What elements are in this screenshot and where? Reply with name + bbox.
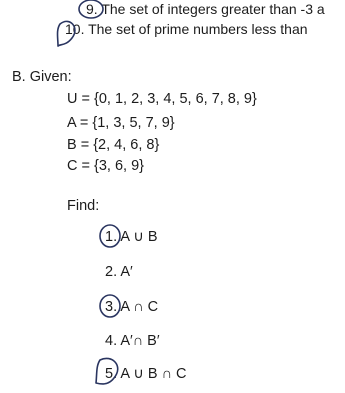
find-item-2: 2. A′ <box>105 264 133 280</box>
universal-set: U = {0, 1, 2, 3, 4, 5, 6, 7, 8, 9} <box>67 91 257 107</box>
find-heading: Find: <box>67 198 100 214</box>
circle-mark-item-9 <box>79 0 103 18</box>
set-c: C = {3, 6, 9} <box>67 158 144 174</box>
set-b: B = {2, 4, 6, 8} <box>67 137 160 153</box>
circle-mark-find-3 <box>100 295 120 317</box>
find-item-4: 4. A′∩ B′ <box>105 333 160 349</box>
section-b-heading: B. Given: <box>12 69 72 85</box>
scribble-mark-item-10 <box>58 21 75 46</box>
find-item-1: 1. A ∪ B <box>105 229 158 245</box>
find-item-3: 3. A ∩ C <box>105 299 159 315</box>
circle-mark-find-1 <box>100 225 120 247</box>
find-item-5: 5. A ∪ B ∩ C <box>105 366 187 382</box>
item-10-text: 10. The set of prime numbers less than <box>65 21 308 37</box>
item-9-text: 9. The set of integers greater than -3 a <box>86 1 325 17</box>
set-a: A = {1, 3, 5, 7, 9} <box>67 115 175 131</box>
scribble-mark-find-5 <box>96 358 118 384</box>
